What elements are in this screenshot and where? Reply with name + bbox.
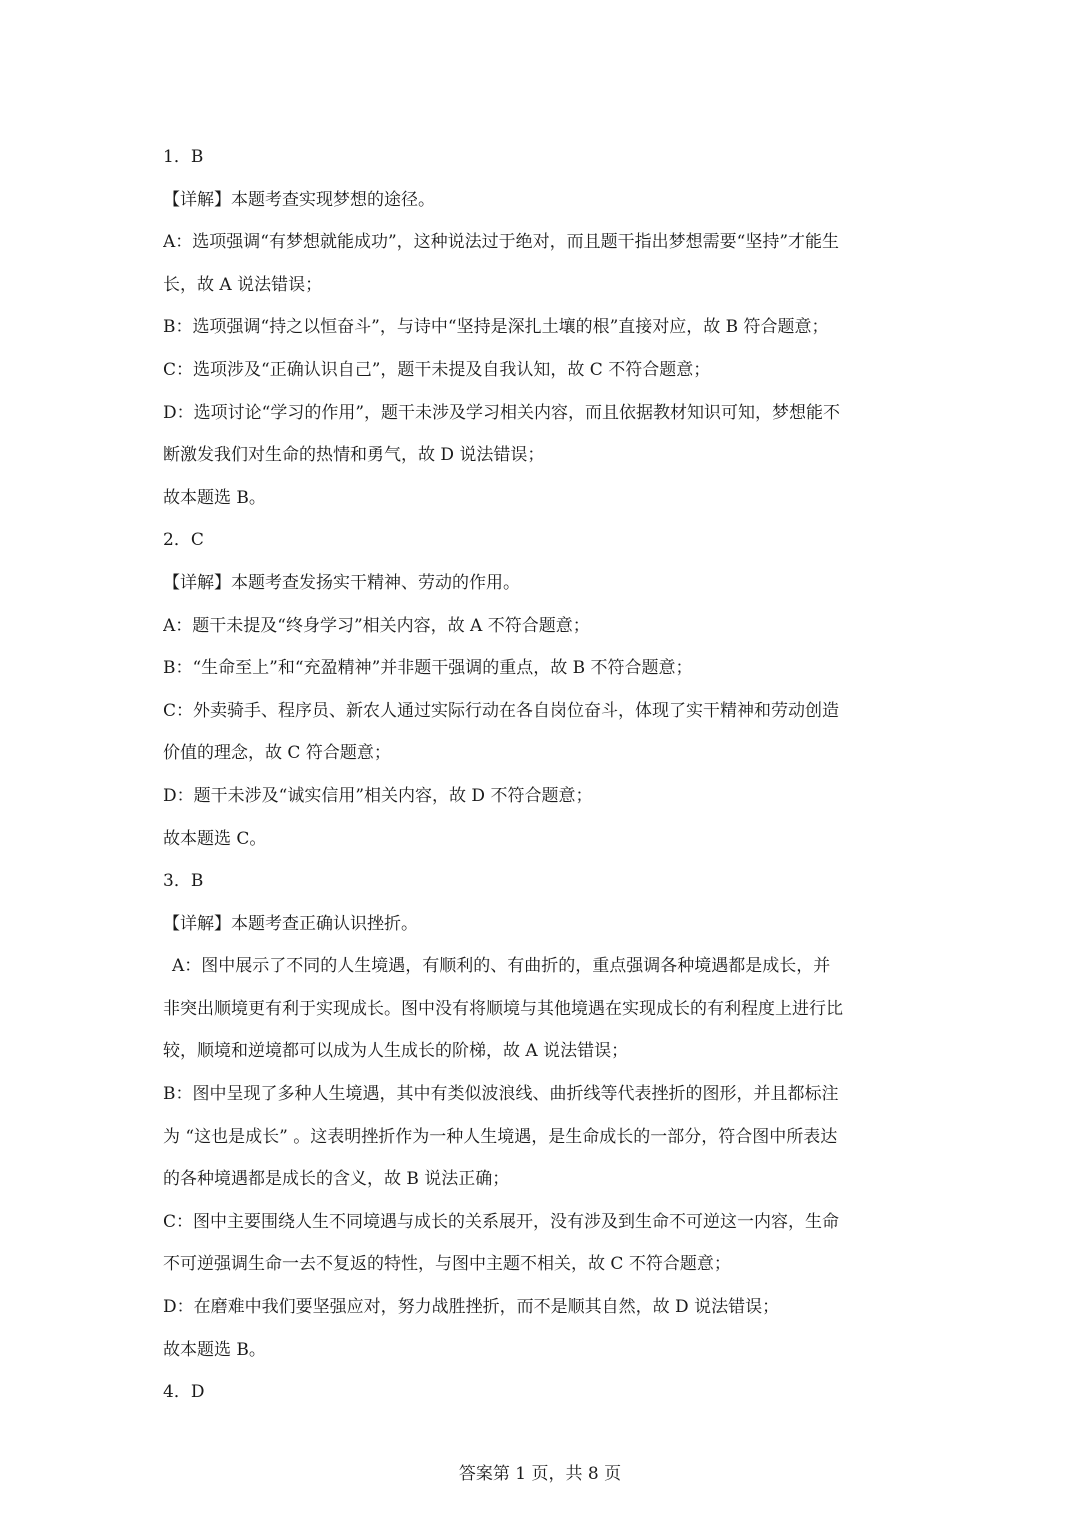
answer-2-option-c-line2: 价值的理念，故 C 符合题意； bbox=[163, 743, 391, 764]
answer-2-number: 2．C bbox=[163, 530, 204, 551]
answer-1-option-a-line1: A：选项强调“有梦想就能成功”，这种说法过于绝对，而且题干指出梦想需要“坚持”才能生 bbox=[163, 232, 840, 253]
answer-3-explanation-title: 【详解】本题考查正确认识挫折。 bbox=[163, 913, 418, 934]
answer-2-option-c-line1: C：外卖骑手、程序员、新农人通过实际行动在各自岗位奋斗，体现了实干精神和劳动创造 bbox=[163, 700, 840, 721]
answer-3-option-a-line1: A：图中展示了不同的人生境遇，有顺利的、有曲折的，重点强调各种境遇都是成长，并 bbox=[172, 956, 831, 977]
answer-3-option-b-line2: 为 “这也是成长” 。这表明挫折作为一种人生境遇，是生命成长的一部分，符合图中所表达 bbox=[163, 1126, 838, 1147]
page-footer: 答案第 1 页，共 8 页 bbox=[458, 1464, 622, 1484]
answer-2-conclusion: 故本题选 C。 bbox=[163, 828, 267, 849]
answer-2-option-a: A：题干未提及“终身学习”相关内容，故 A 不符合题意； bbox=[163, 615, 590, 636]
answer-1-explanation-title: 【详解】本题考查实现梦想的途径。 bbox=[163, 189, 435, 210]
answer-3-option-a-line2: 非突出顺境更有利于实现成长。图中没有将顺境与其他境遇在实现成长的有利程度上进行比 bbox=[163, 998, 843, 1019]
answer-3-option-b-line3: 的各种境遇都是成长的含义，故 B 说法正确； bbox=[163, 1169, 510, 1190]
answer-4-number: 4．D bbox=[163, 1382, 205, 1403]
answer-1-option-a-line2: 长，故 A 说法错误； bbox=[163, 274, 323, 295]
answer-3-conclusion: 故本题选 B。 bbox=[163, 1339, 266, 1360]
answer-2-explanation-title: 【详解】本题考查发扬实干精神、劳动的作用。 bbox=[163, 572, 520, 593]
answer-2-option-b: B：“生命至上”和“充盈精神”并非题干强调的重点，故 B 不符合题意； bbox=[163, 658, 693, 679]
answer-3-option-c-line1: C：图中主要围绕人生不同境遇与成长的关系展开，没有涉及到生命不可逆这一内容，生命 bbox=[163, 1211, 840, 1232]
answer-3-option-d: D：在磨难中我们要坚强应对，努力战胜挫折，而不是顺其自然，故 D 说法错误； bbox=[163, 1297, 780, 1318]
answer-1-option-b: B：选项强调“持之以恒奋斗”，与诗中“坚持是深扎土壤的根”直接对应，故 B 符合题意； bbox=[163, 317, 829, 338]
answer-3-option-b-line1: B：图中呈现了多种人生境遇，其中有类似波浪线、曲折线等代表挫折的图形，并且都标注 bbox=[163, 1084, 839, 1105]
answer-1-option-c: C：选项涉及“正确认识自己”，题干未提及自我认知，故 C 不符合题意； bbox=[163, 359, 711, 380]
answer-3-option-a-line3: 较，顺境和逆境都可以成为人生成长的阶梯，故 A 说法错误； bbox=[163, 1041, 629, 1062]
answer-2-option-d: D：题干未涉及“诚实信用”相关内容，故 D 不符合题意； bbox=[163, 785, 593, 806]
answer-3-number: 3．B bbox=[163, 871, 204, 892]
answer-1-option-d-line2: 断激发我们对生命的热情和勇气，故 D 说法错误； bbox=[163, 445, 545, 466]
answer-3-option-c-line2: 不可逆强调生命一去不复返的特性，与图中主题不相关，故 C 不符合题意； bbox=[163, 1254, 731, 1275]
answer-1-number: 1．B bbox=[163, 147, 204, 167]
answer-1-conclusion: 故本题选 B。 bbox=[163, 487, 266, 508]
answer-body bbox=[163, 136, 919, 1414]
answer-1-option-d-line1: D：选项讨论“学习的作用”，题干未涉及学习相关内容，而且依据教材知识可知，梦想能不 bbox=[163, 402, 841, 423]
